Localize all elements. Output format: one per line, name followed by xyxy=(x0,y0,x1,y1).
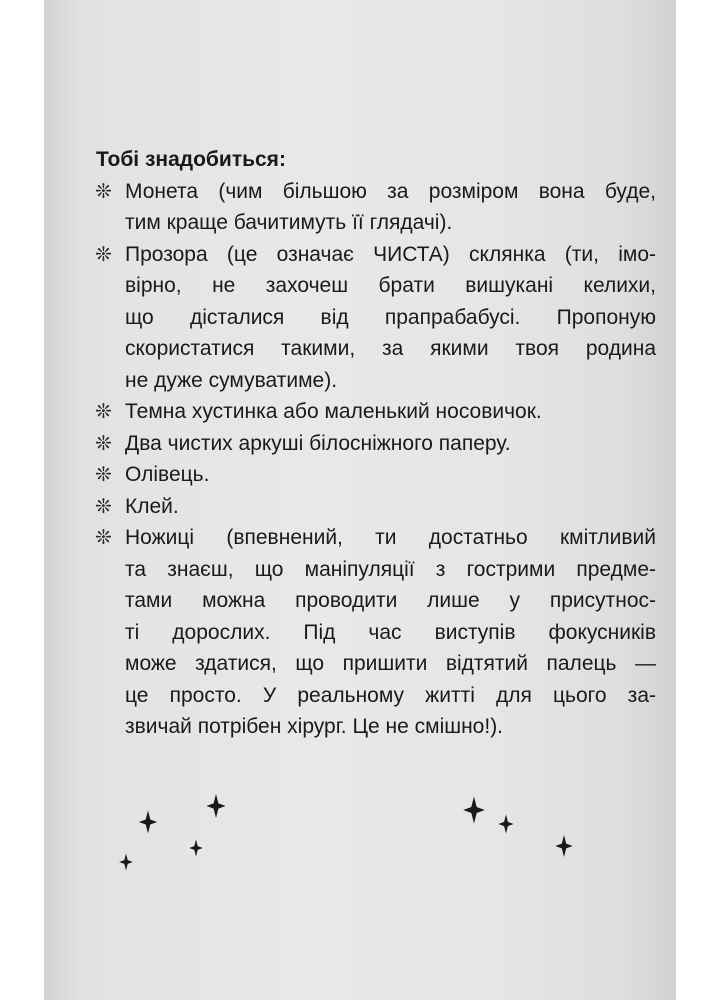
item-line: це просто. У реальному житті для цього за- xyxy=(125,683,656,707)
list-item xyxy=(96,396,656,428)
asterisk-flower-icon: ❊ xyxy=(95,493,112,518)
item-line: вірно, не захочеш брати вишукані келихи, xyxy=(125,274,656,297)
asterisk-flower-icon: ❊ xyxy=(95,178,112,203)
book-page xyxy=(44,0,676,1000)
list-item xyxy=(96,239,656,397)
item-line: Темна хустинка або маленький носовичок. xyxy=(125,400,542,423)
item-line: тим краще бачитимуть її глядачі). xyxy=(125,211,453,234)
section-heading: Тобі знадобиться: xyxy=(96,148,286,171)
page-content xyxy=(96,144,656,743)
item-line: Клей. xyxy=(125,494,179,518)
list-item xyxy=(96,459,656,491)
item-line: ті дорослих. Під час виступів фокусників xyxy=(125,620,656,644)
asterisk-flower-icon: ❊ xyxy=(95,430,112,455)
list-item xyxy=(96,522,656,743)
list-item xyxy=(96,176,656,239)
item-line: не дуже сумуватиме). xyxy=(125,368,338,392)
item-line: тами можна проводити лише у присутнос- xyxy=(125,589,656,612)
item-line: Монета (чим більшою за розміром вона буде, xyxy=(125,179,656,203)
item-line: скористатися такими, за якими твоя родина xyxy=(125,337,656,360)
item-line: звичай потрібен хірург. Це не смішно!). xyxy=(125,715,504,738)
asterisk-flower-icon: ❊ xyxy=(95,241,112,266)
item-line: може здатися, що пришити відтятий палець — xyxy=(125,652,656,675)
item-line: Два чистих аркуші білосніжного паперу. xyxy=(125,431,511,455)
list-item xyxy=(96,428,656,460)
asterisk-flower-icon: ❊ xyxy=(95,462,112,486)
list-item xyxy=(96,491,656,523)
item-line: Прозора (це означає ЧИСТА) склянка (ти, імо- xyxy=(125,242,656,266)
item-line: та знаєш, що маніпуляції з гострими предме- xyxy=(125,557,656,581)
asterisk-flower-icon: ❊ xyxy=(95,399,112,423)
item-line: Олівець. xyxy=(125,463,210,486)
supplies-list xyxy=(96,176,656,743)
item-line: що дісталися від прапрабабусі. Пропоную xyxy=(125,305,656,329)
item-line: Ножиці (впевнений, ти достатньо кмітливий xyxy=(125,526,656,549)
asterisk-flower-icon: ❊ xyxy=(95,525,112,549)
